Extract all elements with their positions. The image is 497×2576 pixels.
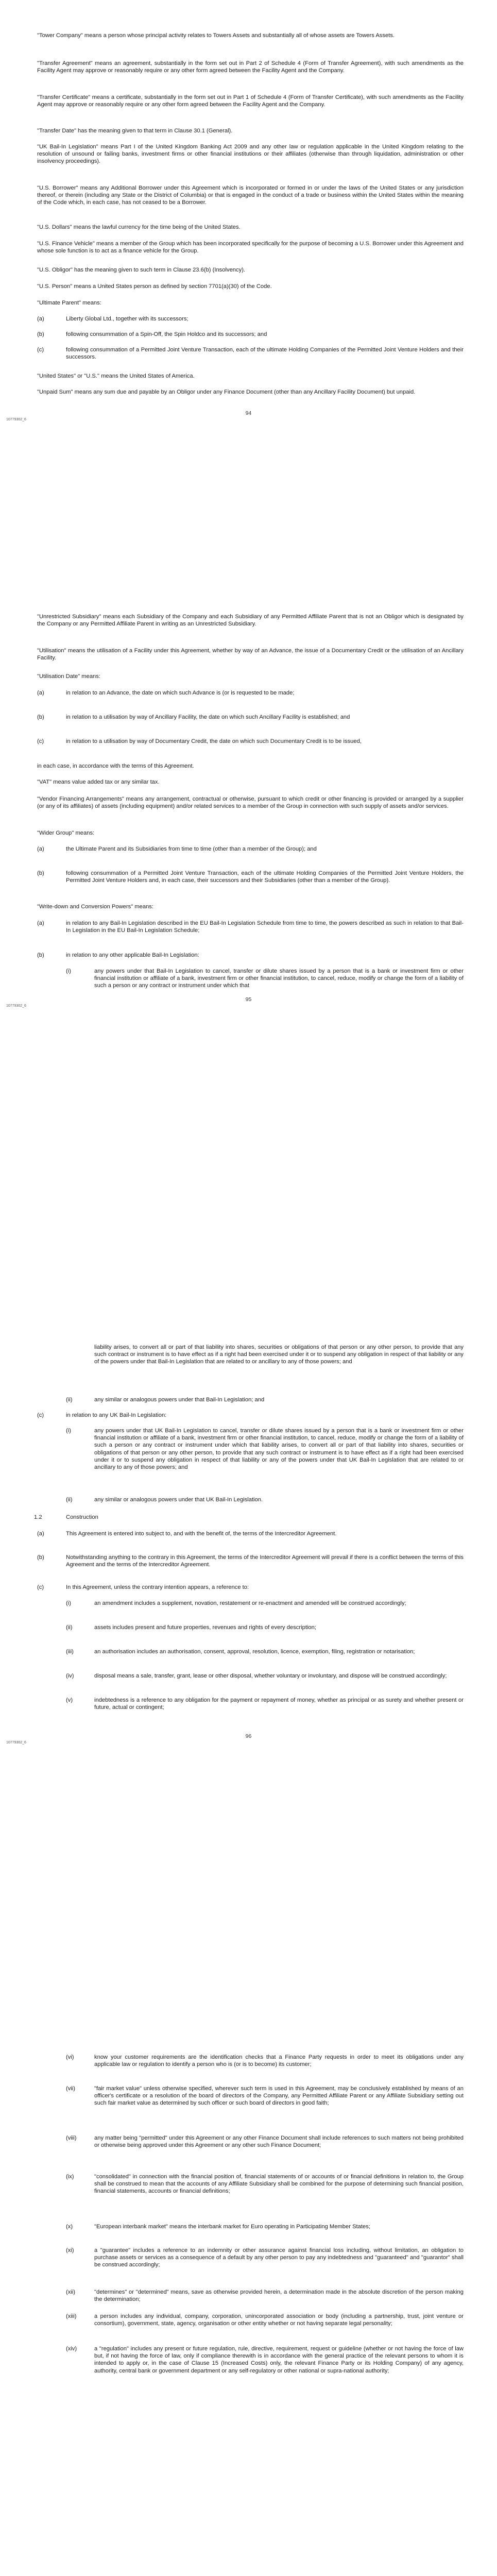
write-down-c-ii: any similar or analogous powers under that UK Bail-In Legislation. (94, 1497, 263, 1503)
construction-c-i: an amendment includes a supplement, novation, restatement or re-enactment and amended will be construed accordingly; (94, 1600, 406, 1606)
list-marker: (xi) (66, 2247, 74, 2253)
write-down-b-i-continued: liability arises, to convert all or part of that liability into shares, securities or obligations of that person or any other person, to provide that any such contract or instrument is to have effect as if a right had been exercised under it or to suspend any obligation in respect of that liability or any of the powers under that Bail-In Legislation that are related to or ancillary to any of those powers; and (94, 1344, 464, 1365)
def-us-borrower: "U.S. Borrower" means any Additional Borrower under this Agreement which is incorporated or formed in or under the laws of the United States or any jurisdiction thereof, or therein (including any State or the District of Columbia) or that is engaged in the conduct of a trade or business within the United States within the meaning of the Code which, in each case, has not ceased to be a Borrower. (37, 185, 464, 206)
section-number: 1.2 (34, 1514, 42, 1520)
list-marker: (ii) (66, 1497, 73, 1503)
list-marker: (xii) (66, 2289, 76, 2295)
construction-c-viii: any matter being "permitted" under this Agreement or any other Finance Document shall include references to such matters not being prohibited or otherwise being approved under this Agreement or any other such Finance Document; (94, 2135, 464, 2149)
ultimate-parent-c: following consummation of a Permitted Joint Venture Transaction, each of the ultimate Holding Companies of the Permitted Joint Venture Holders and their successors. (66, 347, 464, 361)
def-us-person: "U.S. Person" means a United States person as defined by section 7701(a)(30) of the Code. (37, 283, 272, 290)
document-reference: 10779302_6 (6, 418, 26, 421)
list-marker: (a) (37, 1531, 44, 1537)
def-write-down-powers: "Write-down and Conversion Powers" means: (37, 904, 153, 910)
def-utilisation-date: "Utilisation Date" means: (37, 673, 100, 680)
list-marker: (b) (37, 870, 44, 876)
def-uk-bail-in-legislation: "UK Bail-In Legislation" means Part I of the United Kingdom Banking Act 2009 and any other law or regulation applicable in the United Kingdom relating to the resolution of unsound or failing banks, investment firms or other financial institutions or their affiliates (otherwise than through liquidation, administration or other insolvency proceedings). (37, 144, 464, 165)
list-marker: (iii) (66, 1649, 74, 1655)
document-reference: 10779302_6 (6, 1004, 26, 1008)
write-down-b-ii: any similar or analogous powers under that Bail-In Legislation; and (94, 1397, 265, 1403)
list-marker: (a) (37, 316, 44, 322)
list-marker: (c) (37, 347, 44, 353)
list-marker: (ii) (66, 1397, 73, 1403)
def-transfer-date: "Transfer Date" has the meaning given to that term in Clause 30.1 (General). (37, 128, 233, 134)
list-marker: (vi) (66, 2054, 74, 2060)
def-vendor-financing: "Vendor Financing Arrangements" means any arrangement, contractual or otherwise, pursuant to which credit or other financing is provided or arranged by a supplier (or any of its affiliates) of assets (including equipment) and/or related services to a member of the Group in connection with such supply of assets and/or services. (37, 796, 464, 810)
utilisation-date-c: in relation to a utilisation by way of Documentary Credit, the date on which such Documentary Credit is to be issued, (66, 738, 362, 744)
def-tower-company: "Tower Company" means a person whose principal activity relates to Towers Assets and substantially all of whose assets are Towers Assets. (37, 32, 395, 39)
write-down-a: in relation to any Bail-In Legislation described in the EU Bail-In Legislation Schedule from time to time, the powers described as such in relation to that Bail-In Legislation in the EU Bail-In Legislation Schedule; (66, 920, 464, 934)
ultimate-parent-a: Liberty Global Ltd., together with its successors; (66, 316, 188, 322)
list-marker: (i) (66, 968, 71, 974)
utilisation-date-a: in relation to an Advance, the date on which such Advance is (or is requested to be made; (66, 690, 295, 696)
construction-b: Notwithstanding anything to the contrary in this Agreement, the terms of the Intercreditor Agreement will prevail if there is a conflict between the terms of this Agreement and the terms of the Intercreditor Agreement. (66, 1554, 464, 1568)
list-marker: (viii) (66, 2135, 77, 2141)
def-us-dollars: "U.S. Dollars" means the lawful currency for the time being of the United States. (37, 224, 241, 230)
list-marker: (c) (37, 1412, 44, 1418)
def-unrestricted-subsidiary: "Unrestricted Subsidiary" means each Subsidiary of the Company and each Subsidiary of any Permitted Affiliate Parent that is not an Obligor which is designated by the Company or any Permitted Affiliate Parent in writing as an Unrestricted Subsidiary. (37, 614, 464, 628)
wider-group-b: following consummation of a Permitted Joint Venture Transaction, each of the ultimate Holding Companies of the Permitted Joint Venture Holders, the Permitted Joint Venture Holders and, in each case, their successors and their Subsidiaries (other than a member of the Group). (66, 870, 464, 884)
list-marker: (i) (66, 1600, 71, 1606)
def-utilisation: "Utilisation" means the utilisation of a Facility under this Agreement, whether by way of an Advance, the issue of a Documentary Credit or the utilisation of an Ancillary Facility. (37, 648, 464, 662)
list-marker: (c) (37, 738, 44, 744)
construction-c-xiii: a person includes any individual, company, corporation, unincorporated association or body (including a partnership, trust, joint venture or consortium), government, state, agency, organisation or other entity whether or not having separate legal personality; (94, 2313, 464, 2327)
construction-c-v: indebtedness is a reference to any obligation for the payment or repayment of money, whether as principal or as surety and whether present or future, actual or contingent; (94, 1697, 464, 1711)
write-down-c: in relation to any UK Bail-In Legislation: (66, 1412, 167, 1418)
write-down-b: in relation to any other applicable Bail-In Legislation: (66, 952, 199, 958)
utilisation-date-b: in relation to a utilisation by way of Ancillary Facility, the date on which such Ancillary Facility is established; and (66, 714, 350, 720)
construction-c-ii: assets includes present and future properties, revenues and rights of every description; (94, 1624, 316, 1631)
section-heading-construction: Construction (66, 1514, 98, 1520)
list-marker: (i) (66, 1428, 71, 1434)
write-down-c-i: any powers under that UK Bail-In Legislation to cancel, transfer or dilute shares issued by a person that is a bank or investment firm or other financial institution or affiliate of a bank, investment firm or other financial institution, to cancel, reduce, modify or change the form of a liability of such a person or any contract or instrument under which that liability arises, to convert all or part of that liability into shares, securities or obligations of that person or any other person, to provide that any such contract or instrument is to have effect as if a right had been exercised under it or to suspend any obligation in respect of that liability or any of the powers under that UK Bail-In Legislation that are related to or ancillary to any of those powers; and (94, 1428, 464, 1471)
construction-c-xi: a "guarantee" includes a reference to an indemnity or other assurance against financial loss including, without limitation, an obligation to purchase assets or services as a consequence of a default by any other person to pay any indebtedness and "guaranteed" and "guarantor" shall be construed accordingly; (94, 2247, 464, 2268)
list-marker: (ix) (66, 2174, 74, 2180)
list-marker: (b) (37, 714, 44, 720)
def-transfer-agreement: "Transfer Agreement" means an agreement, substantially in the form set out in Part 2 of Schedule 4 (Form of Transfer Agreement), with such amendments as the Facility Agent may approve or reasonably require or any other form agreed between the Facility Agent and the Company. (37, 60, 464, 74)
utilisation-date-tail: in each case, in accordance with the terms of this Agreement. (37, 763, 194, 769)
ultimate-parent-b: following consummation of a Spin-Off, the Spin Holdco and its successors; and (66, 331, 267, 337)
page-number: 95 (245, 996, 252, 1003)
def-wider-group: "Wider Group" means: (37, 830, 95, 836)
list-marker: (b) (37, 1554, 44, 1561)
list-marker: (a) (37, 690, 44, 696)
def-unpaid-sum: "Unpaid Sum" means any sum due and payable by an Obligor under any Finance Document (other than any Ancillary Facility Document) but unpaid. (37, 389, 416, 395)
page-96 (0, 1288, 497, 2009)
construction-c-xiv: a "regulation" includes any present or future regulation, rule, directive, requirement, request or guideline (whether or not having the force of law but, if not having the force of law, only if compliance therewith is in accordance with the general practice of the relevant persons to whom it is intended to apply or, in the case of Clause 15 (Increased Costs) only, the relevant Finance Party or its Holding Company) of any agency, authority, central bank or government department or any self-regulatory or other national or supra-national authority; (94, 2346, 464, 2374)
list-marker: (iv) (66, 1673, 74, 1679)
page-number: 94 (245, 410, 252, 416)
page-94 (0, 0, 497, 567)
document-reference: 10779302_6 (6, 1741, 26, 1744)
list-marker: (xiii) (66, 2313, 77, 2319)
construction-c-vi: know your customer requirements are the identification checks that a Finance Party requests in order to meet its obligations under any applicable law or regulation to identify a person who is (or is to become) its customer; (94, 2054, 464, 2068)
list-marker: (b) (37, 331, 44, 337)
list-marker: (vii) (66, 2086, 76, 2092)
list-marker: (x) (66, 2224, 73, 2230)
construction-c-x: "European interbank market" means the interbank market for Euro operating in Participating Member States; (94, 2224, 370, 2230)
wider-group-a: the Ultimate Parent and its Subsidiaries from time to time (other than a member of the Group); and (66, 846, 317, 852)
construction-c-vii: "fair market value" unless otherwise specified, wherever such term is used in this Agreement, may be conclusively established by means of an officer's certificate or a resolution of the board of directors of the Company, any Permitted Affiliate Parent or any Affiliate Subsidiary setting out such fair market value as determined by such officer or such board of directors in good faith; (94, 2086, 464, 2107)
list-marker: (xiv) (66, 2346, 77, 2352)
def-transfer-certificate: "Transfer Certificate" means a certificate, substantially in the form set out in Part 1 of Schedule 4 (Form of Transfer Certificate), with such amendments as the Facility Agent may approve or reasonably require or any other form agreed between the Facility Agent and the Company. (37, 94, 464, 108)
construction-c: In this Agreement, unless the contrary intention appears, a reference to: (66, 1584, 249, 1590)
def-united-states: "United States" or "U.S." means the United States of America. (37, 373, 195, 379)
def-ultimate-parent: "Ultimate Parent" means: (37, 300, 101, 306)
construction-c-ix: "consolidated" in connection with the financial position of, financial statements of or accounts of or financial definitions in relation to, the Group shall be construed to mean that the accounts of any Affiliate Subsidiary shall be combined for the purpose of determining such financial position, financial statements, accounts or financial definitions; (94, 2174, 464, 2195)
def-us-obligor: "U.S. Obligor" has the meaning given to such term in Clause 23.6(b) (Insolvency). (37, 267, 246, 273)
construction-c-iii: an authorisation includes an authorisation, consent, approval, resolution, licence, exemption, filing, registration or notarisation; (94, 1649, 415, 1655)
page-97 (0, 2009, 497, 2576)
def-us-finance-vehicle: "U.S. Finance Vehicle" means a member of the Group which has been incorporated specifically for the purpose of becoming a U.S. Borrower under this Agreement and whose sole function is to act as a finance vehicle for the Group. (37, 241, 464, 255)
list-marker: (a) (37, 846, 44, 852)
list-marker: (ii) (66, 1624, 73, 1631)
list-marker: (c) (37, 1584, 44, 1590)
construction-a: This Agreement is entered into subject to, and with the benefit of, the terms of the Intercreditor Agreement. (66, 1531, 337, 1537)
write-down-b-i: any powers under that Bail-In Legislation to cancel, transfer or dilute shares issued by a person that is a bank or investment firm or other financial institution or affiliate of a bank, investment firm or other financial institution, to cancel, reduce, modify or change the form of a liability of such a person or any contract or instrument under which that (94, 968, 464, 989)
list-marker: (a) (37, 920, 44, 926)
page-number: 96 (245, 1733, 252, 1739)
list-marker: (v) (66, 1697, 73, 1703)
def-vat: "VAT" means value added tax or any similar tax. (37, 779, 160, 785)
construction-c-iv: disposal means a sale, transfer, grant, lease or other disposal, whether voluntary or involuntary, and dispose will be construed accordingly; (94, 1673, 447, 1679)
list-marker: (b) (37, 952, 44, 958)
construction-c-xii: "determines" or "determined" means, save as otherwise provided herein, a determination made in the absolute discretion of the person making the determination; (94, 2289, 464, 2303)
page-95 (0, 567, 497, 1288)
